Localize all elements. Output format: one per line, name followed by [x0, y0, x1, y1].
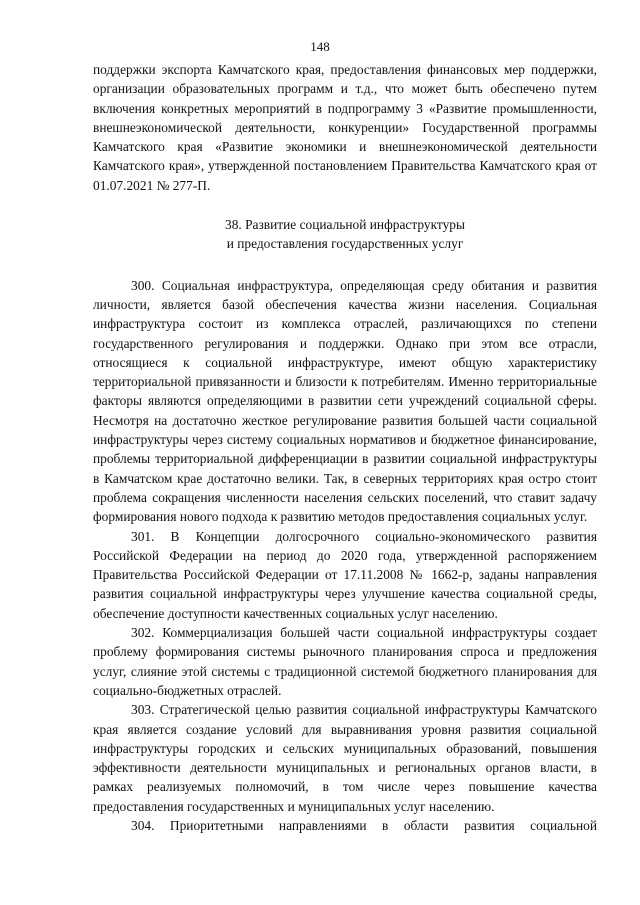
document-body [93, 60, 597, 835]
page-number: 148 [310, 39, 330, 54]
section-heading-line-1: 38. Развитие социальной инфраструктуры [225, 217, 465, 233]
paragraph-301: 301. В Концепции долгосрочного социально-экономического развития Российской Федерации на период до 2020 года, утвержденной распоряжением Правительства Российской Федерации от 17.11.2008 № 1662-р, заданы направления развития социальной инфраструктуры через улучшение качества социальной среды, обеспечение доступности качественных социальных услуг населению. [93, 528, 597, 621]
paragraph-303: 303. Стратегической целью развития социальной инфраструктуры Камчатского края является создание условий для выравнивания уровня развития социальной инфраструктуры городских и сельских муниципальных образований, повышения эффективности деятельности муниципальных и региональных органов власти, в рамках реализуемых полномочий, в том числе через повышение качества предоставления государственных и муниципальных услуг населению. [93, 702, 597, 814]
paragraph-300: 300. Социальная инфраструктура, определяющая среду обитания и развития личности, является базой обеспечения качества жизни населения. Социальная инфраструктура состоит из комплекса отраслей, различающихся по степени государственного регулирования и поддержки. Однако при этом все отрасли, относящиеся к социальной инфраструктуре, имеют общую характеристику территориальной привязанности и близости к потребителям. Именно территориальные факторы являются определяющими в развитии сети учреждений социальной сферы. Несмотря на достаточно жесткое регулирование развития большей части социальной инфраструктуры через систему социальных нормативов и бюджетное финансирование, проблемы территориальной дифференциации в развитии социальной инфраструктуры в Камчатском крае достаточно велики. Так, в северных территориях края остро стоит проблема сокращения численности населения сельских поселений, что ставит задачу формирования нового подхода к развитию методов предоставления социальных услуг. [93, 277, 597, 525]
paragraph-302: 302. Коммерциализация большей части социальной инфраструктуры создает проблему формирования системы рыночного планирования спроса и предложения услуг, слияние этой системы с традиционной системой бюджетного планирования для социально-бюджетных отраслей. [93, 625, 597, 698]
section-heading [93, 215, 597, 254]
intro-paragraph: поддержки экспорта Камчатского края, предоставления финансовых мер поддержки, организации образовательных программ и т.д., что может быть обеспечено путем включения конкретных мероприятий в подпрограмму 3 «Развитие промышленности, внешнеэкономической деятельности, конкуренции» Государственной программы Камчатского края «Развитие экономики и внешнеэкономической деятельности Камчатского края», утвержденной постановлением Правительства Камчатского края от 01.07.2021 № 277-П. [93, 62, 597, 193]
section-heading-line-2: и предоставления государственных услуг [226, 236, 464, 252]
paragraph-304: 304. Приоритетными направлениями в области развития социальной [131, 817, 597, 833]
